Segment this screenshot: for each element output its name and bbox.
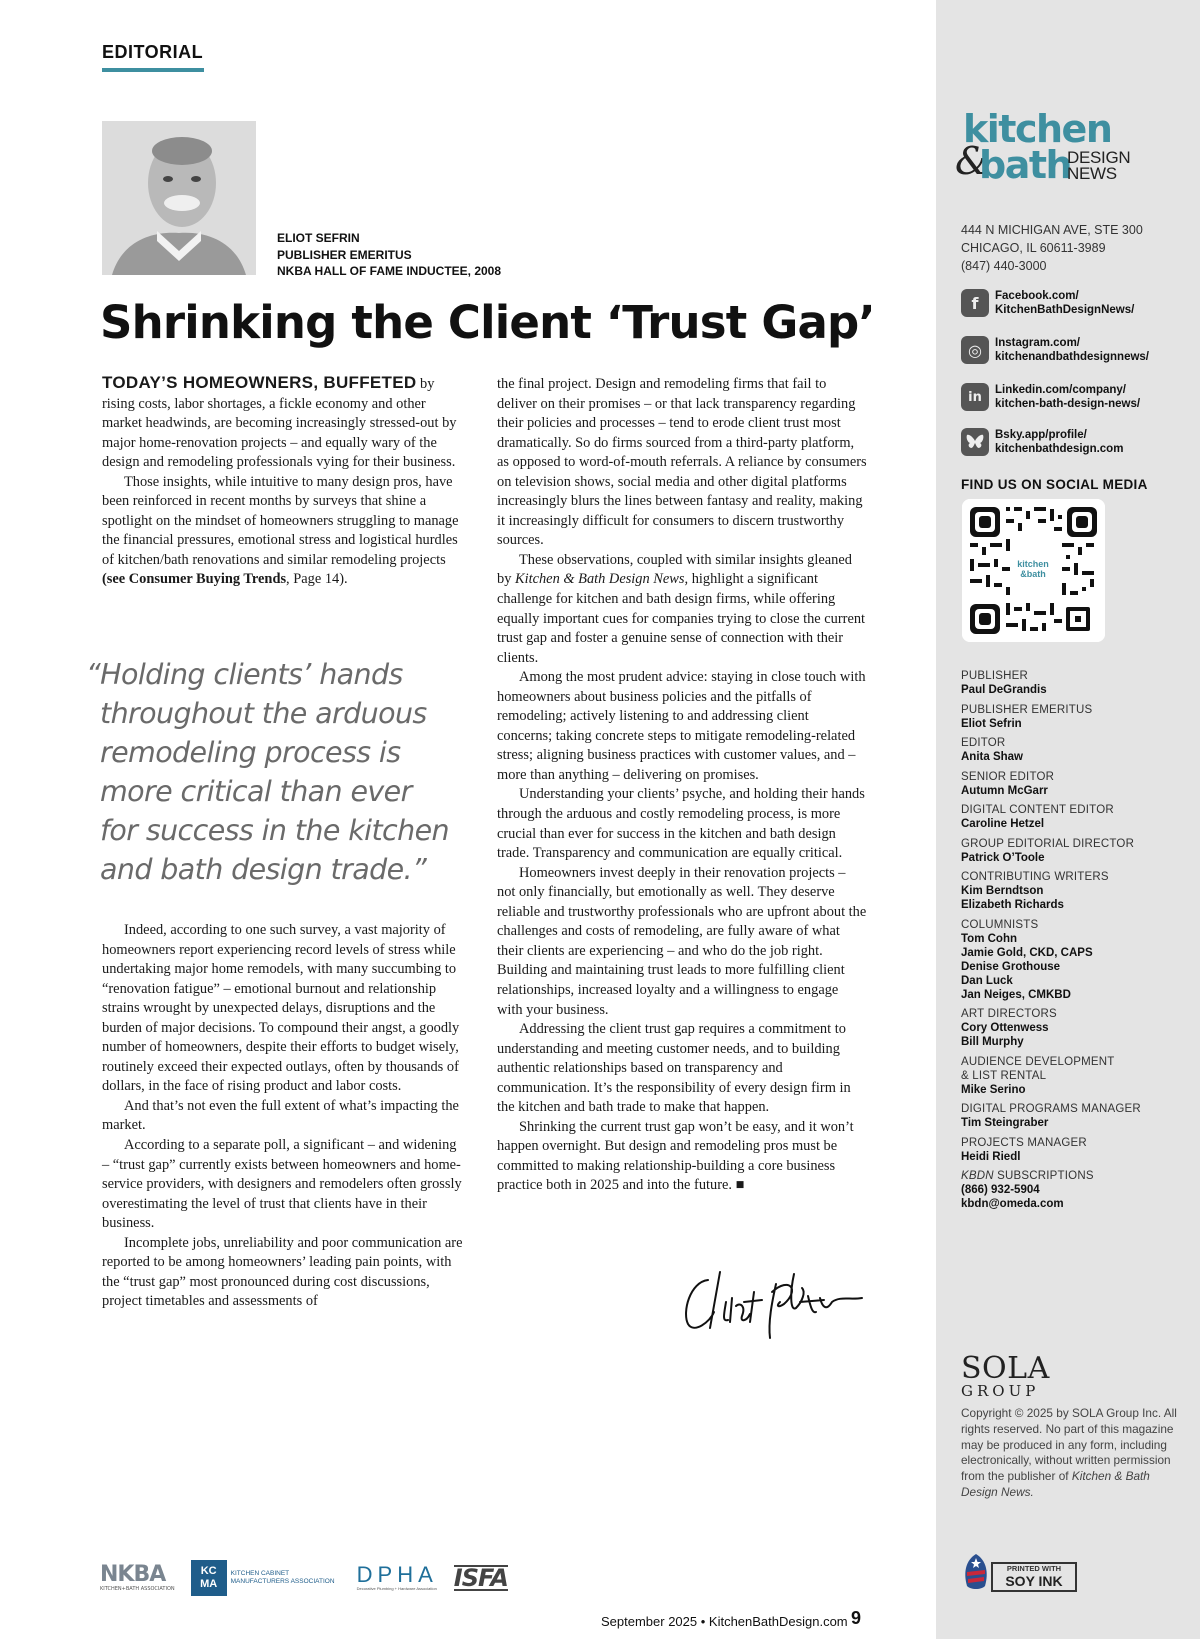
- publication-name: Kitchen & Bath Design News,: [515, 571, 689, 588]
- staff-group: PUBLISHER EMERITUS Eliot Sefrin: [961, 703, 1093, 730]
- staff-group: DIGITAL PROGRAMS MANAGER Tim Steingraber: [961, 1103, 1141, 1129]
- nkba-logo: NKBA KITCHEN+BATH ASSOCIATION: [100, 1562, 175, 1592]
- magazine-logo: kitchen & bath DESIGN NEWS: [955, 107, 1131, 187]
- svg-text:&bath: &bath: [1020, 569, 1046, 579]
- find-us-heading: FIND US ON SOCIAL MEDIA: [961, 477, 1148, 492]
- staff-group: PROJECTS MANAGER Heidi Riedl: [961, 1136, 1087, 1163]
- bluesky-icon: [961, 428, 989, 456]
- subscriptions-phone: (866) 932-5904: [961, 1184, 1040, 1196]
- paragraph: Addressing the client trust gap requires a commitment to understanding and meeting customer needs, and to building authentic relationships based on transparency and communication. It’s the responsibility of every design firm in the kitchen and bath trade to make that happen.: [497, 1021, 851, 1116]
- staff-list: [961, 669, 1191, 1217]
- staff-group: EDITOR Anita Shaw: [961, 737, 1023, 763]
- facebook-icon: f: [961, 289, 989, 317]
- linkedin-icon: in: [961, 383, 989, 411]
- headline: Shrinking the Client ‘Trust Gap’: [100, 296, 875, 349]
- social-link-linkedin[interactable]: in Linkedin.com/company/ kitchen-bath-design-news/: [961, 383, 1140, 411]
- paragraph: These observations, coupled with similar insights gleaned by Kitchen & Bath Design News, highlight a significant challenge for kitchen and bath design firms, while offering equally important cues for companies trying to close the current trust gap and foster a genuine sense of connection with their clients.: [497, 551, 866, 666]
- staff-group: SENIOR EDITOR Autumn McGarr: [961, 770, 1055, 797]
- author-photo: [102, 121, 256, 275]
- staff-group: AUDIENCE DEVELOPMENT & LIST RENTAL Mike Serino: [961, 1055, 1115, 1096]
- paragraph: Shrinking the current trust gap won’t be easy, and it won’t happen overnight. But design and remodeling pros must be committed to making relationship-building a core business practice both in 2025 and into the future. ■: [497, 1118, 854, 1194]
- soy-flag-icon: [961, 1552, 991, 1592]
- staff-group: CONTRIBUTING WRITERS Kim Berndtson Elizabeth Richards: [961, 871, 1109, 911]
- issue-line: September 2025 • KitchenBathDesign.com: [601, 1614, 848, 1629]
- social-link-bluesky[interactable]: Bsky.app/profile/ kitchenbathdesign.com: [961, 428, 1123, 456]
- sola-group-logo: SOLA GROUP: [961, 1351, 1050, 1400]
- author-byline: [277, 230, 501, 280]
- staff-group: PUBLISHER Paul DeGrandis: [961, 670, 1047, 696]
- pull-quote: “Holding clients’ hands throughout the arduous remodeling process is more critical than ever for success in the kitchen and bath design trade.”: [86, 658, 449, 886]
- section-label: EDITORIAL: [102, 42, 204, 62]
- social-link-instagram[interactable]: ◎ Instagram.com/ kitchenandbathdesignnews/: [961, 336, 1149, 364]
- page-number: 9: [851, 1608, 862, 1628]
- staff-group: COLUMNISTS Tom Cohn Jamie Gold, CKD, CAPS Denise Grothouse Dan Luck Jan Neiges, CMKBD: [961, 918, 1093, 1001]
- paragraph: Incomplete jobs, unreliability and poor communication are reported to be among homeowners’ leading pain points, with the “trust gap” most pronounced during cost discussions, project timetables and assessments of: [102, 1234, 463, 1310]
- paragraph: Indeed, according to one such survey, a vast majority of homeowners report experiencing record levels of stress while undertaking major home remodels, with many succumbing to “renovation fatigue” – emotional burnout and relationship strains wrought by unexpected delays, disruptions and the burden of major decisions. To compound their angst, a goodly number of homeowners, despite their efforts to budget wisely, routinely exceed their expected outlays, often by thousands of dollars, in the face of rising product and labor costs.: [102, 922, 460, 1095]
- dpha-logo: DPHA Decorative Plumbing + Hardware Association: [356, 1562, 438, 1591]
- kcma-logo: KC MA KITCHEN CABINET MANUFACTURERS ASSOCIATION: [191, 1560, 341, 1596]
- paragraph: Those insights, while intuitive to many design pros, have been reinforced in recent months by surveys that shine a spotlight on the mindset of homeowners struggling to manage the financial pressures, emotional stress and logistical hurdles of kitchen/bath renovations and similar remodeling projects (see Consumer Buying Trends, Page 14).: [102, 473, 459, 588]
- copyright-notice: Copyright © 2025 by SOLA Group Inc. All rights reserved. No part of this magazine may be produced in any form, including electronically, without written permission from the publisher of Kitchen & Bath Design News.: [961, 1406, 1177, 1499]
- svg-text:kitchen: kitchen: [1017, 559, 1049, 569]
- paragraph: Among the most prudent advice: staying in close touch with homeowners about business policies and the pitfalls of remodeling; actively listening to and addressing client concerns; taking concrete steps to mitigate remodeling-related stress; aligning business practices with customer values, and – more than anything – delivering on promises.: [497, 669, 866, 783]
- author-honor: NKBA HALL OF FAME INDUCTEE, 2008: [277, 264, 502, 278]
- paragraph: Homeowners invest deeply in their renovation projects – not only financially, but emotionally as well. They deserve reliable and trustworthy professionals who are upfront about the challenges and costs of remodeling, are fully aware of what their clients are experiencing – and who do the job right. Building and maintaining trust leads to more fulfilling client relationships, increased loyalty and a willingness to engage with your business.: [497, 864, 867, 1018]
- cross-reference: (see Consumer Buying Trends: [102, 571, 287, 588]
- author-signature: [680, 1262, 865, 1342]
- article-column-1-bottom: [102, 921, 464, 1312]
- social-link-facebook[interactable]: f Facebook.com/ KitchenBathDesignNews/: [961, 289, 1134, 317]
- qr-code[interactable]: [962, 499, 1105, 642]
- isfa-logo: ISFA: [453, 1564, 508, 1592]
- staff-group: ART DIRECTORS Cory Ottenwess Bill Murphy: [961, 1008, 1057, 1048]
- author-title: PUBLISHER EMERITUS: [277, 247, 412, 262]
- author-name: ELIOT SEFRIN: [277, 231, 360, 245]
- lead-in: TODAY’S HOMEOWNERS, BUFFETED: [102, 373, 417, 392]
- staff-group: GROUP EDITORIAL DIRECTOR Patrick O’Toole: [961, 837, 1135, 864]
- subscriptions-contact: KBDN SUBSCRIPTIONS (866) 932-5904 kbdn@omeda.com: [961, 1169, 1191, 1211]
- instagram-icon: ◎: [961, 336, 989, 364]
- paragraph: the final project. Design and remodeling firms that fail to deliver on their promises – or that lack transparency regarding their policies and processes – tend to erode client trust most dramatically. So do firms sourced from a third-party platform, as opposed to word-of-mouth referrals. A reliance by consumers on television shows, social media and other digital platforms increasingly blurs the lines between fantasy and reality, making it increasingly difficult for consumers to discern trustworthy sources.: [497, 376, 867, 549]
- article-column-2: [497, 375, 867, 1196]
- subscriptions-email[interactable]: kbdn@omeda.com: [961, 1198, 1064, 1210]
- section-underline: [102, 68, 204, 72]
- staff-group: DIGITAL CONTENT EDITOR Caroline Hetzel: [961, 804, 1114, 830]
- paragraph: Understanding your clients’ psyche, and holding their hands through the arduous and costly remodeling process, is more crucial than ever for success in the kitchen and bath design trade. Transparency and communication are equally critical.: [497, 786, 865, 862]
- association-logos: [100, 1556, 508, 1600]
- lead-paragraph: TODAY’S HOMEOWNERS, BUFFETED by rising costs, labor shortages, a fickle economy and other market headwinds, are becoming increasingly stressed-out by major home-renovation projects – and equally wary of the design and remodeling professionals vying for their business.: [102, 373, 457, 471]
- article-column-1-top: [102, 373, 464, 590]
- address-block: 444 N MICHIGAN AVE, STE 300 CHICAGO, IL 60611-3989 (847) 440-3000: [961, 223, 1143, 273]
- paragraph: And that’s not even the full extent of what’s impacting the market.: [102, 1097, 459, 1134]
- soy-ink-badge: PRINTED WITH SOY INK: [961, 1548, 1079, 1596]
- paragraph: According to a separate poll, a significant – and widening – “trust gap” currently exists between homeowners and home-service providers, with designers and remodelers often grossly overestimating the level of trust that clients have in their business.: [102, 1137, 462, 1232]
